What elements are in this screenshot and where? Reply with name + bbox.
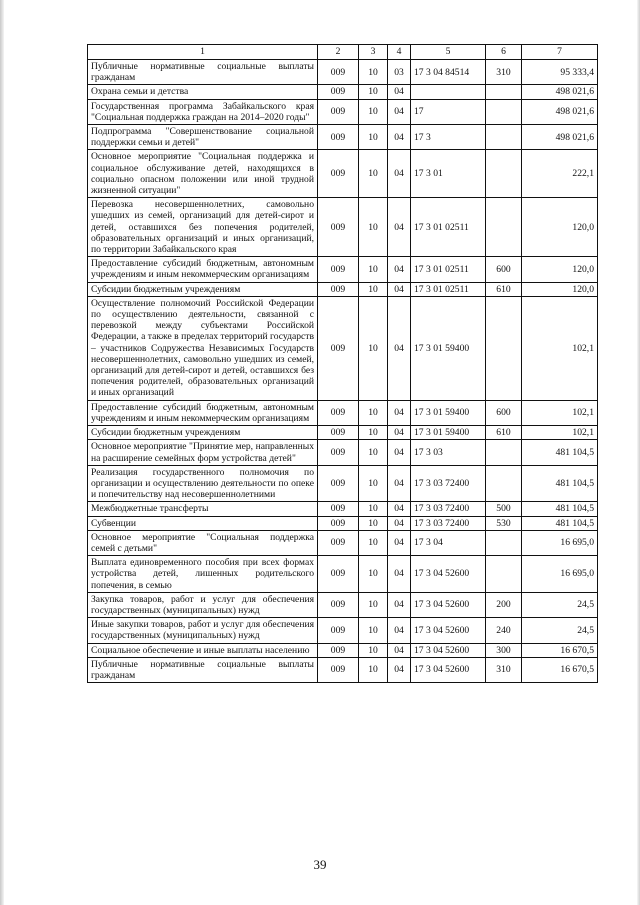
- table-row: [88, 296, 598, 400]
- row-subsection: 04: [388, 282, 411, 296]
- row-expense-type: 500: [486, 502, 522, 516]
- row-name: Предоставление субсидий бюджетным, автономным учреждениям и иным некоммерческим организациям: [88, 400, 318, 425]
- row-section: 10: [359, 426, 388, 440]
- header-col-3: 3: [359, 45, 388, 60]
- row-expense-type: 530: [486, 516, 522, 530]
- row-section: 10: [359, 60, 388, 85]
- row-target-article: 17 3 01 59400: [411, 400, 486, 425]
- row-name: Субсидии бюджетным учреждениям: [88, 282, 318, 296]
- row-ministry-code: 009: [318, 440, 359, 465]
- row-ministry-code: 009: [318, 296, 359, 400]
- budget-table: [87, 44, 598, 683]
- row-amount: 222,1: [522, 150, 598, 198]
- row-amount: 102,1: [522, 400, 598, 425]
- row-target-article: 17 3 04: [411, 530, 486, 555]
- header-col-1: 1: [88, 45, 318, 60]
- row-section: 10: [359, 296, 388, 400]
- row-subsection: 04: [388, 85, 411, 99]
- header-row: [88, 45, 598, 60]
- row-section: 10: [359, 618, 388, 643]
- row-name: Охрана семьи и детства: [88, 85, 318, 99]
- row-name: Осуществление полномочий Российской Федерации по осуществлению деятельности, связанной с перевозкой между субъектами Российской Федерации, а также в пределах территорий государств – участников Содружества Независимых Государств несовершеннолетних, самовольно ушедших из семей, организаций для детей-сирот и детей, оставшихся без попечения родителей, образовательных организаций и иных организаций: [88, 296, 318, 400]
- row-amount: 24,5: [522, 592, 598, 617]
- row-amount: 16 670,5: [522, 657, 598, 682]
- table-row: [88, 426, 598, 440]
- row-section: 10: [359, 556, 388, 593]
- row-amount: 95 333,4: [522, 60, 598, 85]
- row-ministry-code: 009: [318, 257, 359, 282]
- row-amount: 16 695,0: [522, 530, 598, 555]
- row-target-article: 17 3 04 52600: [411, 556, 486, 593]
- row-subsection: 04: [388, 440, 411, 465]
- scan-edge-left: [0, 0, 4, 905]
- row-target-article: 17 3 04 52600: [411, 643, 486, 657]
- row-expense-type: 310: [486, 657, 522, 682]
- table-header: [88, 45, 598, 60]
- table-row: [88, 465, 598, 502]
- row-section: 10: [359, 657, 388, 682]
- row-target-article: 17 3 01 02511: [411, 198, 486, 257]
- row-section: 10: [359, 150, 388, 198]
- row-amount: 498 021,6: [522, 85, 598, 99]
- table-row: [88, 400, 598, 425]
- table-row: [88, 125, 598, 150]
- row-expense-type: [486, 150, 522, 198]
- row-expense-type: [486, 530, 522, 555]
- row-target-article: 17 3 04 84514: [411, 60, 486, 85]
- row-ministry-code: 009: [318, 400, 359, 425]
- row-section: 10: [359, 643, 388, 657]
- row-expense-type: 600: [486, 400, 522, 425]
- table-row: [88, 85, 598, 99]
- table-row: [88, 440, 598, 465]
- row-expense-type: 610: [486, 282, 522, 296]
- header-col-6: 6: [486, 45, 522, 60]
- row-subsection: 04: [388, 502, 411, 516]
- row-name: Основное мероприятие "Социальная поддержка и социальное обслуживание детей, находящихся в социально опасном положении или иной трудной жизненной ситуации": [88, 150, 318, 198]
- table-row: [88, 618, 598, 643]
- row-expense-type: 310: [486, 60, 522, 85]
- header-col-4: 4: [388, 45, 411, 60]
- row-expense-type: 200: [486, 592, 522, 617]
- row-ministry-code: 009: [318, 426, 359, 440]
- row-subsection: 04: [388, 296, 411, 400]
- header-col-7: 7: [522, 45, 598, 60]
- row-expense-type: [486, 85, 522, 99]
- row-target-article: 17 3 03 72400: [411, 502, 486, 516]
- row-name: Реализация государственного полномочия по организации и осуществлению деятельности по опеке и попечительству над несовершеннолетними: [88, 465, 318, 502]
- row-expense-type: 600: [486, 257, 522, 282]
- row-name: Перевозка несовершеннолетних, самовольно ушедших из семей, организаций для детей-сирот и детей, оставшихся без попечения родителей, образовательных организаций и иных организаций, по территории Забайкальского края: [88, 198, 318, 257]
- row-section: 10: [359, 282, 388, 296]
- row-target-article: 17 3 04 52600: [411, 592, 486, 617]
- row-name: Основное мероприятие "Социальная поддержка семей с детьми": [88, 530, 318, 555]
- row-amount: 498 021,6: [522, 99, 598, 124]
- row-subsection: 04: [388, 530, 411, 555]
- row-name: Выплата единовременного пособия при всех формах устройства детей, лишенных родительского попечения, в семью: [88, 556, 318, 593]
- row-ministry-code: 009: [318, 125, 359, 150]
- row-ministry-code: 009: [318, 282, 359, 296]
- table-row: [88, 99, 598, 124]
- row-amount: 16 695,0: [522, 556, 598, 593]
- row-expense-type: [486, 198, 522, 257]
- row-ministry-code: 009: [318, 643, 359, 657]
- row-section: 10: [359, 440, 388, 465]
- row-target-article: 17 3 04 52600: [411, 657, 486, 682]
- row-name: Предоставление субсидий бюджетным, автономным учреждениям и иным некоммерческим организациям: [88, 257, 318, 282]
- row-section: 10: [359, 125, 388, 150]
- row-amount: 120,0: [522, 282, 598, 296]
- row-amount: 481 104,5: [522, 465, 598, 502]
- row-subsection: 04: [388, 198, 411, 257]
- row-ministry-code: 009: [318, 530, 359, 555]
- table-row: [88, 60, 598, 85]
- row-section: 10: [359, 592, 388, 617]
- row-ministry-code: 009: [318, 85, 359, 99]
- row-ministry-code: 009: [318, 657, 359, 682]
- row-expense-type: [486, 125, 522, 150]
- row-section: 10: [359, 465, 388, 502]
- table-row: [88, 657, 598, 682]
- table-row: [88, 530, 598, 555]
- row-section: 10: [359, 400, 388, 425]
- row-target-article: 17 3 03: [411, 440, 486, 465]
- table-row: [88, 556, 598, 593]
- table-row: [88, 643, 598, 657]
- row-ministry-code: 009: [318, 592, 359, 617]
- row-expense-type: [486, 465, 522, 502]
- row-amount: 481 104,5: [522, 502, 598, 516]
- row-section: 10: [359, 257, 388, 282]
- row-subsection: 04: [388, 99, 411, 124]
- row-ministry-code: 009: [318, 465, 359, 502]
- row-subsection: 04: [388, 516, 411, 530]
- row-section: 10: [359, 516, 388, 530]
- row-target-article: 17 3 03 72400: [411, 465, 486, 502]
- row-target-article: 17 3 01 59400: [411, 426, 486, 440]
- row-amount: 498 021,6: [522, 125, 598, 150]
- row-subsection: 04: [388, 426, 411, 440]
- table-row: [88, 592, 598, 617]
- row-ministry-code: 009: [318, 502, 359, 516]
- row-name: Иные закупки товаров, работ и услуг для обеспечения государственных (муниципальных) нужд: [88, 618, 318, 643]
- row-amount: 102,1: [522, 296, 598, 400]
- table-row: [88, 502, 598, 516]
- row-ministry-code: 009: [318, 618, 359, 643]
- row-amount: 481 104,5: [522, 440, 598, 465]
- row-target-article: [411, 85, 486, 99]
- row-subsection: 04: [388, 618, 411, 643]
- row-amount: 120,0: [522, 198, 598, 257]
- row-subsection: 04: [388, 643, 411, 657]
- table-body: [88, 60, 598, 683]
- row-ministry-code: 009: [318, 60, 359, 85]
- header-col-5: 5: [411, 45, 486, 60]
- row-expense-type: 240: [486, 618, 522, 643]
- row-ministry-code: 009: [318, 516, 359, 530]
- table-row: [88, 150, 598, 198]
- row-subsection: 04: [388, 465, 411, 502]
- row-section: 10: [359, 502, 388, 516]
- row-target-article: 17 3 01 59400: [411, 296, 486, 400]
- row-name: Субвенции: [88, 516, 318, 530]
- row-name: Публичные нормативные социальные выплаты гражданам: [88, 657, 318, 682]
- row-target-article: 17 3 01 02511: [411, 282, 486, 296]
- table-row: [88, 257, 598, 282]
- row-subsection: 04: [388, 400, 411, 425]
- row-name: Субсидии бюджетным учреждениям: [88, 426, 318, 440]
- row-ministry-code: 009: [318, 150, 359, 198]
- row-subsection: 04: [388, 125, 411, 150]
- row-name: Социальное обеспечение и иные выплаты населению: [88, 643, 318, 657]
- row-ministry-code: 009: [318, 198, 359, 257]
- row-amount: 120,0: [522, 257, 598, 282]
- row-name: Публичные нормативные социальные выплаты гражданам: [88, 60, 318, 85]
- row-target-article: 17 3 01: [411, 150, 486, 198]
- table-row: [88, 198, 598, 257]
- row-expense-type: [486, 296, 522, 400]
- row-expense-type: [486, 440, 522, 465]
- row-name: Подпрограмма "Совершенствование социальной поддержки семьи и детей": [88, 125, 318, 150]
- row-subsection: 03: [388, 60, 411, 85]
- row-name: Государственная программа Забайкальского края "Социальная поддержка граждан на 2014–2020 годы": [88, 99, 318, 124]
- row-section: 10: [359, 99, 388, 124]
- row-section: 10: [359, 198, 388, 257]
- row-section: 10: [359, 530, 388, 555]
- table-row: [88, 282, 598, 296]
- row-subsection: 04: [388, 556, 411, 593]
- row-subsection: 04: [388, 657, 411, 682]
- table-row: [88, 516, 598, 530]
- row-subsection: 04: [388, 592, 411, 617]
- row-target-article: 17 3: [411, 125, 486, 150]
- row-expense-type: [486, 99, 522, 124]
- row-target-article: 17: [411, 99, 486, 124]
- row-target-article: 17 3 01 02511: [411, 257, 486, 282]
- row-expense-type: [486, 556, 522, 593]
- row-name: Основное мероприятие "Принятие мер, направленных на расширение семейных форм устройства детей": [88, 440, 318, 465]
- row-amount: 24,5: [522, 618, 598, 643]
- row-expense-type: 300: [486, 643, 522, 657]
- row-name: Межбюджетные трансферты: [88, 502, 318, 516]
- row-target-article: 17 3 03 72400: [411, 516, 486, 530]
- row-ministry-code: 009: [318, 99, 359, 124]
- row-subsection: 04: [388, 150, 411, 198]
- row-section: 10: [359, 85, 388, 99]
- row-amount: 481 104,5: [522, 516, 598, 530]
- row-amount: 102,1: [522, 426, 598, 440]
- header-col-2: 2: [318, 45, 359, 60]
- row-amount: 16 670,5: [522, 643, 598, 657]
- row-name: Закупка товаров, работ и услуг для обеспечения государственных (муниципальных) нужд: [88, 592, 318, 617]
- row-expense-type: 610: [486, 426, 522, 440]
- row-subsection: 04: [388, 257, 411, 282]
- page-number: 39: [313, 857, 327, 872]
- row-ministry-code: 009: [318, 556, 359, 593]
- row-target-article: 17 3 04 52600: [411, 618, 486, 643]
